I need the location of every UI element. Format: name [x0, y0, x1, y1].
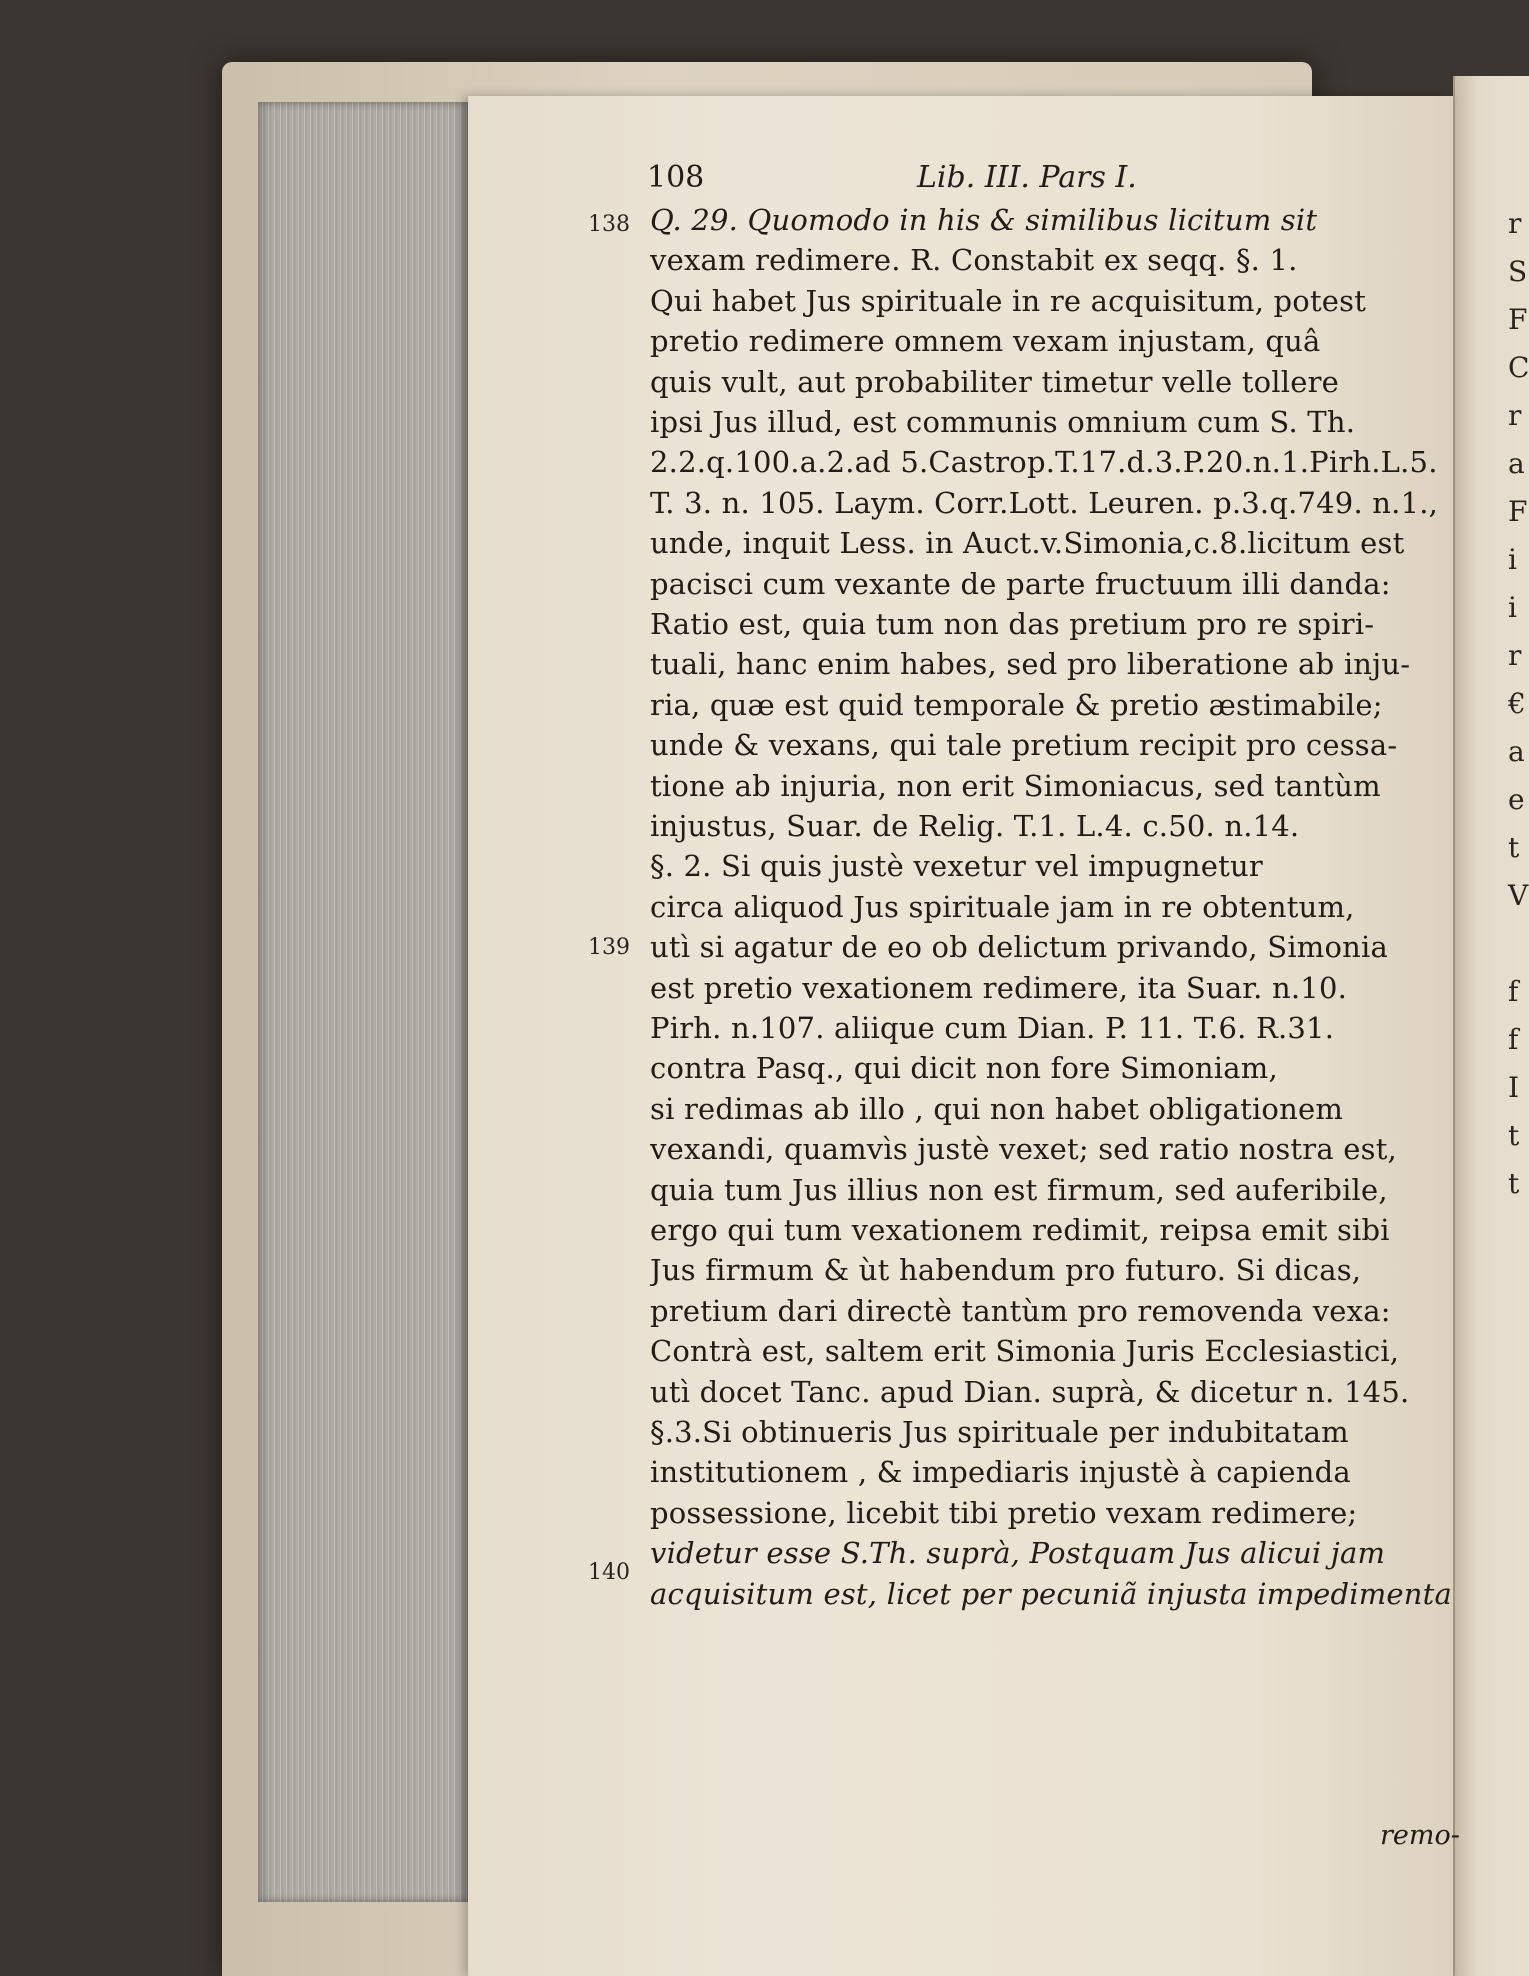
facing-letter: a: [1508, 735, 1525, 768]
text-line: possessione, licebit tibi pretio vexam redimere;: [650, 1496, 1358, 1530]
facing-letter: C: [1508, 351, 1529, 384]
text-line: utì si agatur de eo ob delictum privando, Simonia: [650, 930, 1389, 964]
text-line: tuali, hanc enim habes, sed pro liberatione ab inju-: [650, 647, 1411, 681]
text-line: ipsi Jus illud, est communis omnium cum S. Th.: [650, 405, 1356, 439]
facing-letter: e: [1508, 783, 1525, 816]
facing-letter: f: [1508, 1023, 1519, 1056]
text-line: vexam redimere. R. Constabit ex seqq. §. 1.: [650, 243, 1298, 277]
margin-number: 140: [588, 1560, 630, 1585]
text-line: institutionem , & impediaris injustè à capienda: [650, 1455, 1351, 1489]
text-line: T. 3. n. 105. Laym. Corr.Lott. Leuren. p.3.q.749. n.1.,: [650, 486, 1439, 520]
page-header: [647, 160, 1347, 200]
facing-letter: a: [1508, 447, 1525, 480]
text-line: circa aliquod Jus spirituale jam in re obtentum,: [650, 890, 1355, 924]
facing-letter: t: [1508, 1167, 1520, 1200]
margin-number: 139: [588, 935, 630, 960]
text-line: tione ab injuria, non erit Simoniacus, sed tantùm: [650, 769, 1381, 803]
text-line: unde, inquit Less. in Auct.v.Simonia,c.8.licitum est: [650, 526, 1405, 560]
text-line: Pirh. n.107. aliique cum Dian. P. 11. T.6. R.31.: [650, 1011, 1335, 1045]
text-line: contra Pasq., qui dicit non fore Simoniam,: [650, 1051, 1278, 1085]
facing-letter: r: [1508, 207, 1522, 240]
text-line: est pretio vexationem redimere, ita Suar. n.10.: [650, 971, 1348, 1005]
text-line: videtur esse S.Th. suprà, Postquam Jus alicui jam: [650, 1536, 1386, 1570]
text-line: Ratio est, quia tum non das pretium pro re spiri-: [650, 607, 1375, 641]
text-line: 2.2.q.100.a.2.ad 5.Castrop.T.17.d.3.P.20.n.1.Pirh.L.5.: [650, 445, 1438, 479]
text-line: pacisci cum vexante de parte fructuum illi danda:: [650, 567, 1391, 601]
facing-letter: t: [1508, 831, 1520, 864]
text-line: si redimas ab illo , qui non habet obligationem: [650, 1092, 1344, 1126]
facing-letter: i: [1508, 591, 1517, 624]
page-number: 108: [647, 160, 705, 195]
running-title: Lib. III. Pars I.: [917, 160, 1137, 195]
catchword: remo-: [1380, 1820, 1460, 1851]
facing-page-text: [1508, 200, 1529, 1208]
facing-letter: F: [1508, 303, 1528, 336]
facing-letter: I: [1508, 1071, 1520, 1104]
facing-letter: i: [1508, 543, 1517, 576]
facing-letter: r: [1508, 639, 1522, 672]
text-line: quis vult, aut probabiliter timetur velle tollere: [650, 365, 1340, 399]
text-line: unde & vexans, qui tale pretium recipit pro cessa-: [650, 728, 1398, 762]
facing-letter: S: [1508, 255, 1528, 288]
text-line: acquisitum est, licet per pecuniã injusta impedimenta: [650, 1577, 1453, 1611]
text-line: ria, quæ est quid temporale & pretio æstimabile;: [650, 688, 1383, 722]
text-line: §.3.Si obtinueris Jus spirituale per indubitatam: [650, 1415, 1349, 1449]
text-line: ergo qui tum vexationem redimit, reipsa emit sibi: [650, 1213, 1390, 1247]
facing-letter: €: [1508, 687, 1526, 720]
facing-letter: F: [1508, 495, 1528, 528]
text-line: Contrà est, saltem erit Simonia Juris Ecclesiastici,: [650, 1334, 1400, 1368]
text-line: §. 2. Si quis justè vexetur vel impugnetur: [650, 849, 1263, 883]
text-line: injustus, Suar. de Relig. T.1. L.4. c.50. n.14.: [650, 809, 1300, 843]
text-line: pretium dari directè tantùm pro removenda vexa:: [650, 1294, 1391, 1328]
facing-letter: r: [1508, 399, 1522, 432]
page-edges: [258, 102, 468, 1902]
facing-letter: f: [1508, 975, 1519, 1008]
text-line: pretio redimere omnem vexam injustam, quâ: [650, 324, 1321, 358]
facing-letter: V: [1508, 879, 1529, 912]
text-line: Qui habet Jus spirituale in re acquisitum, potest: [650, 284, 1367, 318]
text-line: Q. 29. Quomodo in his & similibus licitum sit: [650, 203, 1318, 237]
text-line: quia tum Jus illius non est firmum, sed auferibile,: [650, 1173, 1388, 1207]
text-line: vexandi, quamvìs justè vexet; sed ratio nostra est,: [650, 1132, 1397, 1166]
margin-number: 138: [588, 212, 630, 237]
facing-letter: [1508, 920, 1529, 968]
text-line: Jus firmum & ùt habendum pro futuro. Si dicas,: [650, 1253, 1362, 1287]
text-line: utì docet Tanc. apud Dian. suprà, & dicetur n. 145.: [650, 1375, 1410, 1409]
facing-letter: t: [1508, 1119, 1520, 1152]
